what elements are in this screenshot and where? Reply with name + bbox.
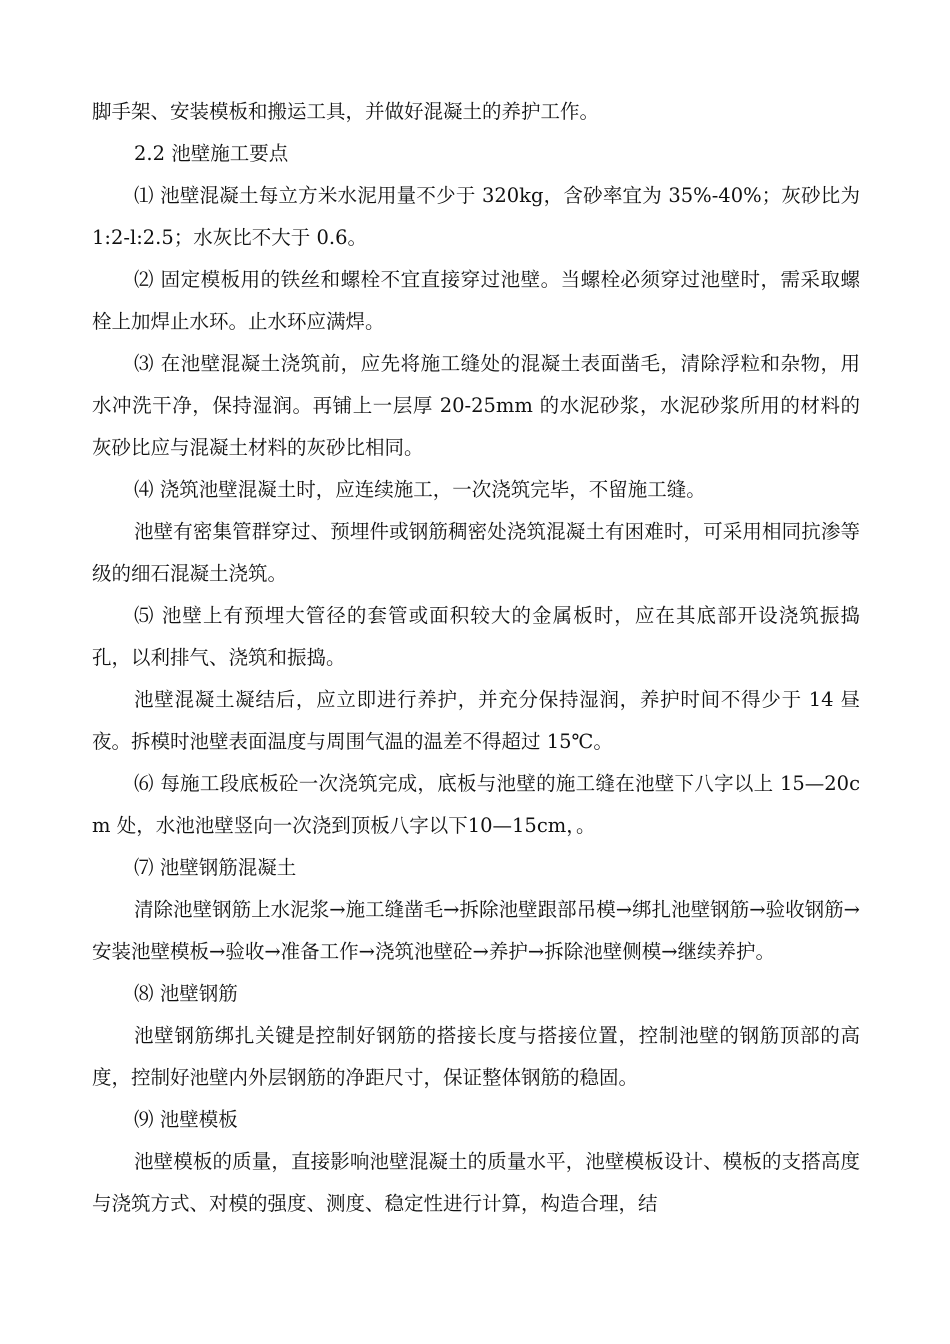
section-heading: 2.2 池壁施工要点 — [134, 142, 289, 165]
paragraph-item-7-heading: ⑺ 池壁钢筋混凝土 — [134, 856, 297, 879]
paragraph-item-9-body: 池壁模板的质量，直接影响池壁混凝土的质量水平，池壁模板设计、模板的支搭高度与浇筑方式、对模的强度、测度、稳定性进行计算，构造合理，结 — [92, 1150, 860, 1215]
paragraph-item-6: ⑹ 每施工段底板砼一次浇筑完成，底板与池壁的施工缝在池壁下八字以上 15—20cm 处，水池池壁竖向一次浇到顶板八字以下10—15cm，。 — [92, 772, 860, 837]
paragraph-item-8-heading: ⑻ 池壁钢筋 — [134, 982, 238, 1005]
paragraph-item-4: ⑷ 浇筑池壁混凝土时，应连续施工，一次浇筑完毕，不留施工缝。 — [134, 478, 706, 501]
paragraph-item-4-note: 池壁有密集管群穿过、预埋件或钢筋稠密处浇筑混凝土有困难时，可采用相同抗渗等级的细石混凝土浇筑。 — [92, 520, 860, 585]
paragraph-item-8-body: 池壁钢筋绑扎关键是控制好钢筋的搭接长度与搭接位置，控制池壁的钢筋顶部的高度，控制好池壁内外层钢筋的净距尺寸，保证整体钢筋的稳固。 — [92, 1024, 860, 1089]
paragraph-continuation: 脚手架、安装模板和搬运工具，并做好混凝土的养护工作。 — [92, 100, 600, 123]
paragraph-item-3: ⑶ 在池壁混凝土浇筑前，应先将施工缝处的混凝土表面凿毛，清除浮粒和杂物，用水冲洗干净，保持湿润。再铺上一层厚 20-25mm 的水泥砂浆，水泥砂浆所用的材料的灰砂比应与混凝土材料的灰砂比相同。 — [92, 352, 860, 459]
paragraph-item-9-heading: ⑼ 池壁模板 — [134, 1108, 238, 1131]
document-body — [92, 91, 860, 1225]
paragraph-item-2: ⑵ 固定模板用的铁丝和螺栓不宜直接穿过池壁。当螺栓必须穿过池壁时，需采取螺栓上加焊止水环。止水环应满焊。 — [92, 268, 860, 333]
paragraph-item-5: ⑸ 池壁上有预埋大管径的套管或面积较大的金属板时，应在其底部开设浇筑振捣孔，以利排气、浇筑和振捣。 — [92, 604, 860, 669]
paragraph-item-1: ⑴ 池壁混凝土每立方米水泥用量不少于 320kg，含砂率宜为 35%-40%；灰砂比为 1:2-l:2.5；水灰比不大于 0.6。 — [92, 184, 860, 249]
paragraph-item-5-note: 池壁混凝土凝结后，应立即进行养护，并充分保持湿润，养护时间不得少于 14 昼夜。拆模时池壁表面温度与周围气温的温差不得超过 15℃。 — [92, 688, 860, 753]
paragraph-item-7-process: 清除池壁钢筋上水泥浆→施工缝凿毛→拆除池壁跟部吊模→绑扎池壁钢筋→验收钢筋→安装池壁模板→验收→准备工作→浇筑池壁砼→养护→拆除池壁侧模→继续养护。 — [92, 898, 860, 963]
